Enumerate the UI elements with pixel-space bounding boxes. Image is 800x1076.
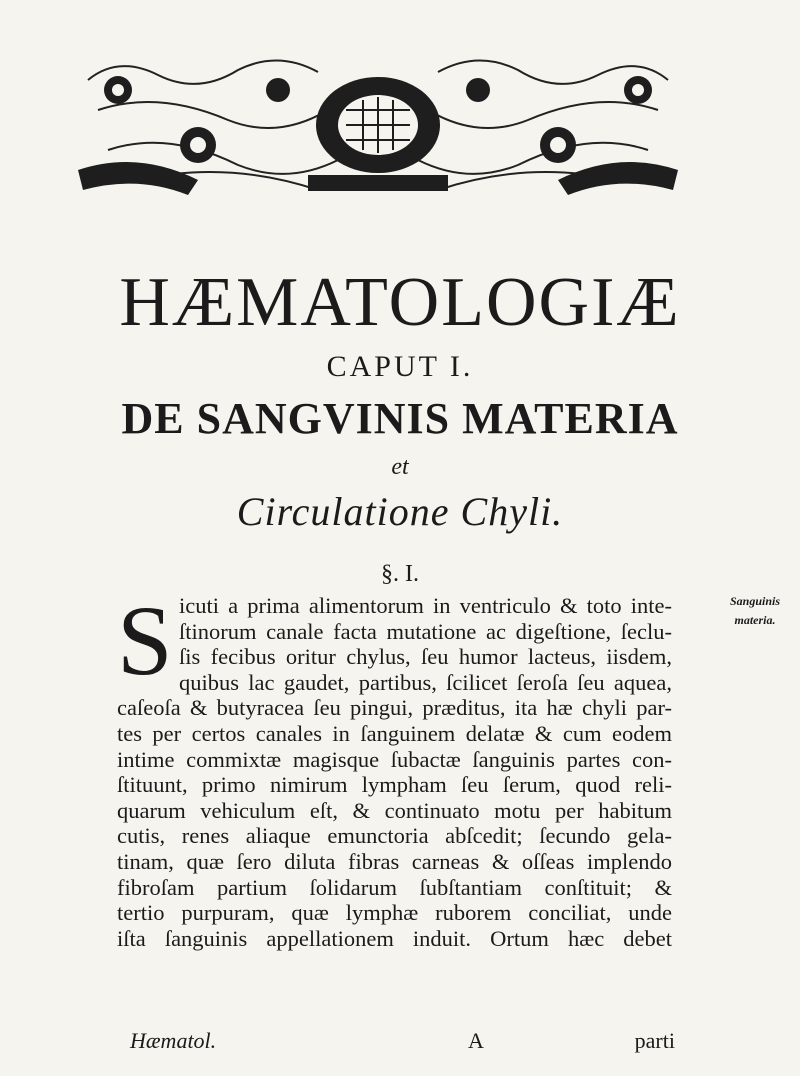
text-line: quarum vehiculum eſt, & continuato motu per habitum [117,797,672,823]
text-line: ſis fecibus oritur chylus, ſeu humor lacteus, iisdem, [179,644,672,670]
section-number: §. I. [381,561,419,587]
text-line: iſta ſanguinis appellationem induit. Ortum hæc debet [117,925,672,951]
text-line: ſtituunt, primo nimirum lympham ſeu ſerum, quod reli- [117,772,672,798]
text-line: cutis, renes aliaque emunctoria abſcedit; ſecundo gela- [117,823,672,849]
chapter-subtitle-continued: Circulatione Chyli. [236,489,564,534]
marginal-note-line: materia. [734,613,776,627]
main-paragraph [117,585,672,951]
drop-capital: S [117,585,173,696]
running-signature: Hæmatol. [130,1028,217,1053]
catchword: parti [634,1028,675,1053]
page-footer [130,1028,675,1056]
text-line: tes per certos canales in ſanguinem delatæ & cum eodem [117,720,672,746]
text-line: tinam, quæ ſero diluta fibras carneas & oſſeas implendo [117,848,672,874]
subtitle-conjunction: et [391,454,409,480]
text-line: tertio purpuram, quæ lymphæ ruborem conciliat, unde [117,900,672,926]
book-title: HÆMATOLOGIÆ [119,264,681,341]
text-line: icuti a prima alimentorum in ventriculo & toto inte- [179,593,672,618]
marginal-note [713,592,797,630]
chapter-heading: CAPUT I. [326,350,474,383]
text-line: intime commixtæ magisque ſubactæ ſanguinis partes con- [117,746,672,772]
sheet-signature: A [468,1028,484,1053]
text-line: quibus lac gaudet, partibus, ſcilicet ſeroſa ſeu aquea, [179,669,672,695]
text-line: fibroſam partium ſolidarum ſubſtantiam conſtituit; & [117,874,672,900]
text-line: caſeoſa & butyracea ſeu pingui, præditus, ita hæ chyli par- [117,695,672,721]
text-line: ſtinorum canale facta mutatione ac digeſtione, ſeclu- [179,618,672,644]
marginal-note-line: Sanguinis [729,594,781,608]
chapter-subtitle: DE SANGVINIS MATERIA [121,394,679,443]
ornamental-headpiece [78,50,678,200]
